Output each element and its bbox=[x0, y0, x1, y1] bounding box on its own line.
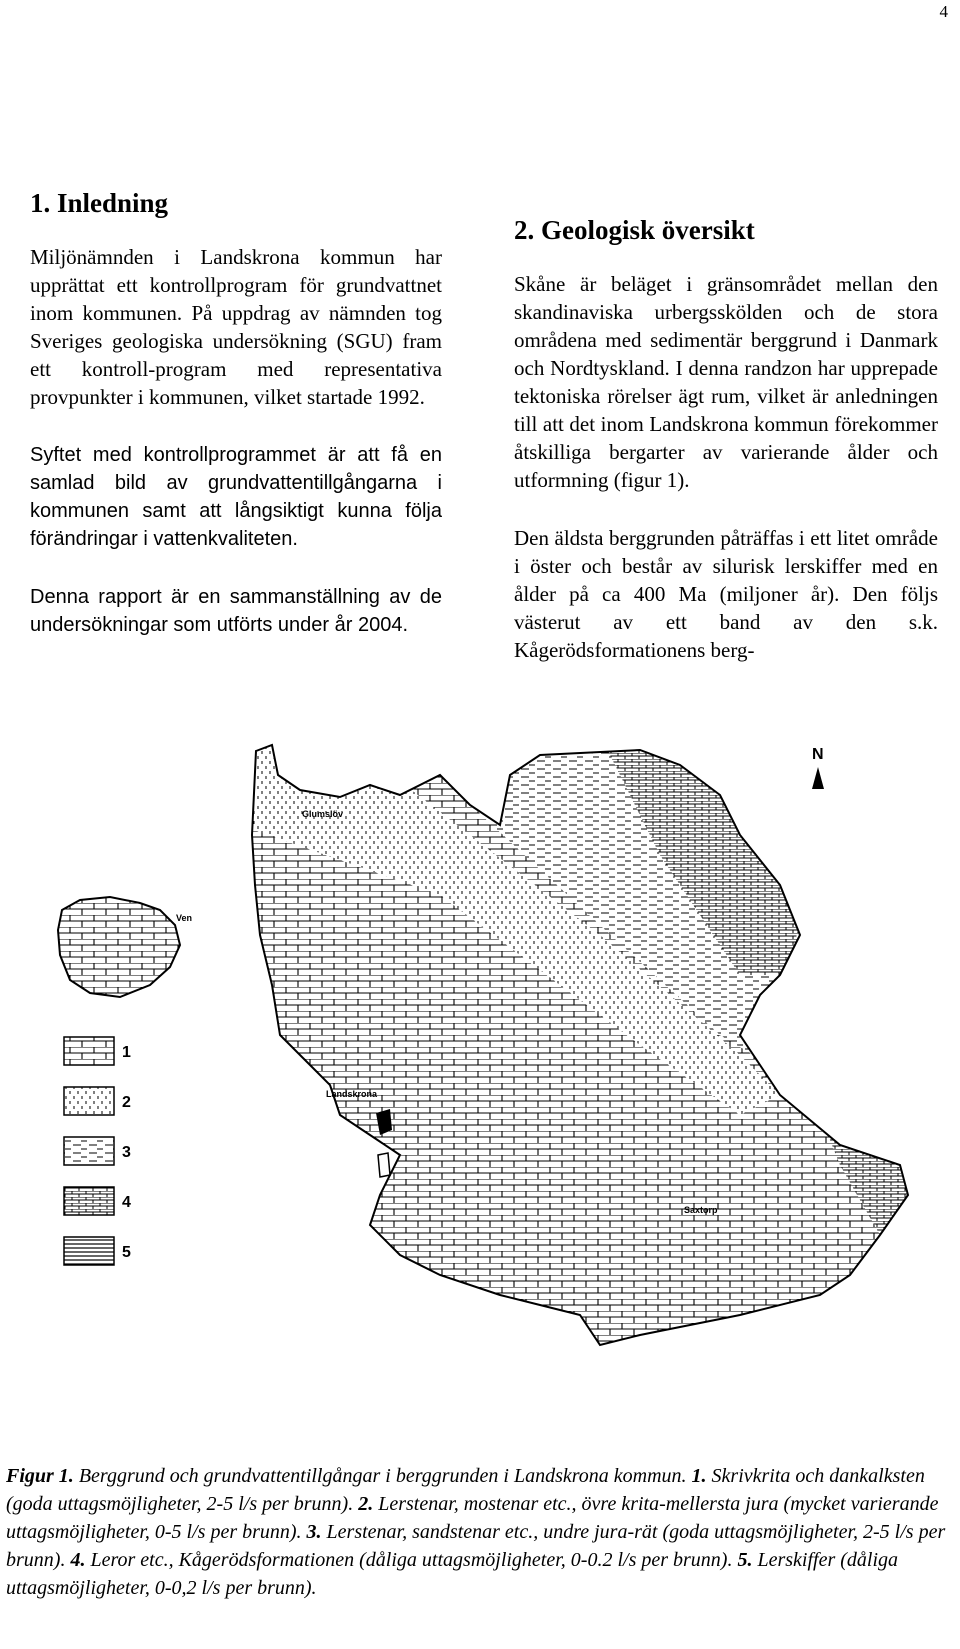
paragraph-intro-2: Syftet med kontrollprogrammet är att få en samlad bild av grundvattentillgångarna i kommunen samt att långsiktigt kunna följa förändringar i vattenkvaliteten. bbox=[30, 444, 442, 550]
legend-swatch-5 bbox=[64, 1237, 114, 1265]
ven-island bbox=[58, 897, 180, 997]
caption-item-number: 4. bbox=[70, 1549, 86, 1571]
north-arrow-icon bbox=[812, 767, 824, 789]
legend-swatch-1 bbox=[64, 1037, 114, 1065]
legend-label-3: 3 bbox=[122, 1144, 131, 1161]
legend-swatch-3 bbox=[64, 1137, 114, 1165]
section-geologisk-oversikt bbox=[514, 212, 938, 694]
heading-inledning: 1. Inledning bbox=[30, 188, 169, 218]
place-label-landskrona: Landskrona bbox=[326, 1089, 378, 1099]
legend-swatch-4 bbox=[64, 1187, 114, 1215]
place-label-glumslov: Glumslöv bbox=[302, 809, 344, 819]
place-label-saxtorp: Saxtorp bbox=[684, 1205, 718, 1215]
heading-geologisk-oversikt: 2. Geologisk översikt bbox=[514, 215, 755, 245]
section-introduction bbox=[30, 185, 442, 669]
legend-label-4: 4 bbox=[122, 1194, 131, 1211]
north-label: N bbox=[812, 746, 824, 763]
caption-text: Lerskiffer (dåliga uttagsmöjligheter, 0-0,2 l/s per brunn). bbox=[6, 1549, 899, 1599]
legend-label-2: 2 bbox=[122, 1094, 131, 1111]
map-mainland bbox=[40, 735, 930, 1355]
island-shape bbox=[378, 1153, 390, 1177]
place-label-ven: Ven bbox=[176, 913, 193, 923]
caption-text: Berggrund och grundvattentillgångar i berggrunden i Landskrona kommun. bbox=[73, 1465, 692, 1487]
caption-item-number: 3. bbox=[306, 1521, 322, 1543]
caption-text: Skrivkrita och dankalksten (goda uttagsmöjligheter, 2-5 l/s per brunn). bbox=[6, 1465, 925, 1515]
paragraph-intro-3: Denna rapport är en sammanställning av de undersökningar som utförts under år 2004. bbox=[30, 586, 442, 636]
map-legend bbox=[64, 1037, 131, 1265]
paragraph-intro-1: Miljönämnden i Landskrona kommun har upprättat ett kontrollprogram för grundvattnet inom kommunen. På uppdrag av nämnden tog Sveriges geologiska undersökning (SGU) fram ett kontroll-program med representativa provpunkter i kommunen, vilket startade 1992. bbox=[30, 245, 442, 409]
caption-item-number: 5. bbox=[737, 1549, 753, 1571]
caption-item-number: 1. bbox=[691, 1465, 707, 1487]
legend-swatch-2 bbox=[64, 1087, 114, 1115]
legend-label-1: 1 bbox=[122, 1044, 131, 1061]
legend-label-5: 5 bbox=[122, 1244, 131, 1261]
caption-item-number: 2. bbox=[358, 1493, 374, 1515]
paragraph-geo-1: Skåne är beläget i gränsområdet mellan den skandinaviska urbergsskölden och de stora områdena med sedimentär berggrund i Danmark och Nordtyskland. I denna randzon har upprepade tektoniska rörelser ägt rum, vilket är anledningen till att det inom Landskrona kommun förekommer åtskilliga bergarter av varierande ålder och utformning (figur 1). bbox=[514, 272, 938, 492]
page-number: 4 bbox=[939, 2, 948, 21]
paragraph-geo-2: Den äldsta berggrunden påträffas i ett litet område i öster och består av silurisk lerskiffer med en ålder på ca 400 Ma (miljoner år). Den följs västerut av ett band av den s.k. Kågerödsformationens berg- bbox=[514, 526, 938, 662]
figure-caption bbox=[6, 1462, 954, 1602]
caption-text: Leror etc., Kågerödsformationen (dåliga uttagsmöjligheter, 0-0.2 l/s per brunn). bbox=[85, 1549, 738, 1571]
geological-map bbox=[40, 735, 930, 1355]
caption-text: Lerstenar, mostenar etc., övre krita-mellersta jura (mycket varierande uttagsmöjligheter, 0-5 l/s per brunn). bbox=[6, 1493, 939, 1543]
caption-text: Lerstenar, sandstenar etc., undre jura-rät (goda uttagsmöjligheter, 2-5 l/s per brunn). bbox=[6, 1521, 946, 1571]
figure-label: Figur 1. bbox=[6, 1465, 74, 1487]
